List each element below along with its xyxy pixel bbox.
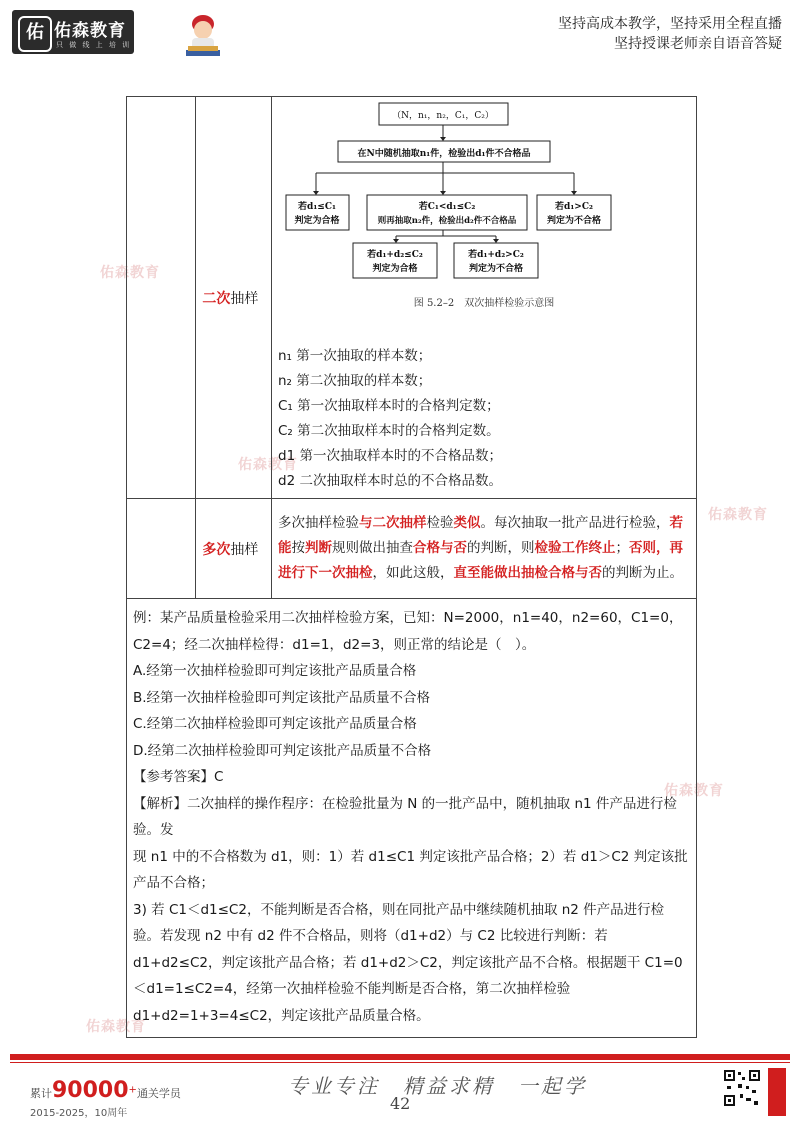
brand-logo	[12, 10, 134, 54]
flow-top-text: （N，n₁，n₂，C₁，C₂）	[392, 111, 494, 121]
slogan	[558, 14, 782, 54]
page-header	[0, 0, 800, 66]
watermark: 佑森教育	[238, 457, 298, 473]
logo-subtitle: 只 做 线 上 培 训	[56, 41, 132, 49]
label-red-part: 多次	[202, 541, 231, 558]
analysis-paragraph: 【解析】二次抽样的操作程序：在检验批量为 N 的一批产品中，随机抽取 n1 件产品进行检验。发	[133, 795, 677, 838]
flow-step1-text: 在N中随机抽取n₁件，检验出d₁件不合格品	[357, 149, 531, 159]
flow-bottom-left-line2: 判定为合格	[372, 264, 418, 274]
option-b: B.经第一次抽样检验即可判定该批产品质量不合格	[133, 689, 431, 706]
definition-line: d1 第一次抽取样本时的不合格品数；	[278, 448, 502, 464]
label-rest-part: 抽样	[230, 541, 259, 558]
option-a: A.经第一次抽样检验即可判定该批产品质量合格	[133, 663, 417, 679]
text-segment: 。每次抽取一批产品进行检验，	[480, 515, 670, 531]
highlight-segment: 若能	[278, 515, 683, 556]
highlight-segment: 判断	[305, 540, 332, 556]
label-red-part: 二次	[202, 290, 231, 307]
highlight-segment: 直至能做出抽检合格与否	[453, 565, 602, 581]
definition-line: C₂ 第二次抽取样本时的合格判定数。	[278, 423, 500, 439]
text-segment: 规则做出抽查	[332, 540, 413, 556]
count-suffix: 通关学员	[136, 1087, 181, 1100]
logo-mark: 佑	[18, 16, 52, 52]
highlight-segment: 检验工作终止	[534, 540, 616, 556]
watermark: 佑森教育	[708, 507, 768, 523]
definition-line: C₁ 第一次抽取样本时的合格判定数；	[278, 398, 500, 414]
question-line: C2=4；经二次抽样检得：d1=1，d2=3，则正常的结论是（ ）。	[133, 636, 536, 653]
footer-divider	[10, 1054, 790, 1060]
count-value: 90000	[52, 1078, 129, 1103]
row-example	[127, 599, 697, 1038]
analysis-paragraph: 3) 若 C1＜d1≤C2，不能判断是否合格，则在同批产品中继续随机抽取 n2 件产品进行检验。若发现 n2 中有 d2 件不合格品，则将（d1+d2）与 C2 比较进行判断：若 d1+d2≤C2，判定该批产品合格；若 d1+d2＞C2，判定该批产品不合格。根据题干 C1=0＜d1=1≤C2=4，经第一次抽样检验不能判断是否合格，第二次抽样检验 d1+d2=1+3=4≤C2，判定该批产品质量合格。	[133, 901, 683, 1024]
text-segment: 按	[291, 540, 305, 556]
reference-answer: 【参考答案】C	[133, 769, 224, 785]
text-segment: 的判断，则	[467, 540, 535, 556]
highlight-segment: 否则，再进行下一次抽检	[278, 540, 683, 581]
text-segment: 的判断为止。	[602, 565, 683, 581]
years-text: 2015-2025，10周年	[30, 1108, 128, 1119]
highlight-segment: 类似	[453, 515, 481, 531]
flow-mid-line2: 则再抽取n₂件，检验出d₂件不合格品	[377, 216, 517, 226]
highlight-segment: 合格与否	[413, 540, 467, 556]
option-d: D.经第二次抽样检验即可判定该批产品质量不合格	[133, 742, 432, 759]
flow-mid-line1: 若C₁<d₁≤C₂	[418, 202, 476, 212]
corner-tab	[768, 1068, 786, 1116]
flow-right-line1: 若d₁>C₂	[555, 202, 593, 212]
flow-right-line2: 判定为不合格	[546, 216, 602, 226]
multi-sampling-content	[272, 499, 697, 599]
analysis-paragraph: 现 n1 中的不合格数为 d1，则：1）若 d1≤C1 判定该批产品合格；2）若 d1＞C2 判定该批产品不合格；	[133, 848, 688, 891]
text-segment: 检验	[426, 515, 454, 531]
highlight-segment: 与二次抽样	[359, 515, 427, 531]
slogan-line-1: 坚持高成本教学，坚持采用全程直播	[558, 16, 782, 32]
student-count	[30, 1078, 181, 1103]
flow-left-line1: 若d₁≤C₁	[298, 202, 336, 212]
label-rest-part: 抽样	[230, 290, 259, 307]
definition-line: d2 二次抽取样本时总的不合格品数。	[278, 473, 502, 489]
count-prefix: 累计	[30, 1087, 52, 1100]
footer-divider-thin	[10, 1062, 790, 1063]
flow-bottom-right-line2: 判定为不合格	[468, 264, 524, 274]
flow-bottom-left-line1: 若d₁+d₂≤C₂	[367, 250, 423, 260]
text-segment: ；	[615, 540, 629, 556]
blank-cell	[127, 499, 196, 599]
definition-line: n₂ 第二次抽取的样本数；	[278, 373, 432, 389]
row-double-sampling	[127, 97, 697, 499]
watermark: 佑森教育	[100, 265, 160, 281]
watermark: 佑森教育	[86, 1019, 146, 1035]
count-plus: +	[128, 1084, 137, 1096]
definition-line: n₁ 第一次抽取的样本数；	[278, 348, 432, 364]
flowchart-caption: 图 5.2–2 双次抽样检验示意图	[413, 298, 555, 309]
row-multi-sampling	[127, 499, 697, 599]
mascot-icon	[178, 10, 228, 60]
content-table	[126, 96, 697, 1038]
flow-bottom-right-line1: 若d₁+d₂>C₂	[468, 250, 524, 260]
text-segment: ，如此这般，	[372, 565, 454, 581]
text-segment: 多次抽样检验	[278, 515, 359, 531]
label-double-sampling	[196, 97, 272, 499]
double-sampling-flowchart	[278, 101, 690, 291]
blank-cell	[127, 97, 196, 499]
slogan-line-2: 坚持授课老师亲自语音答疑	[614, 36, 782, 52]
option-c: C.经第二次抽样检验即可判定该批产品质量合格	[133, 716, 417, 732]
page-number: 42	[390, 1094, 411, 1113]
question-line: 例：某产品质量检验采用二次抽样检验方案，已知：N=2000，n1=40，n2=60，C1=0，	[133, 610, 683, 626]
qr-code-icon	[722, 1068, 762, 1108]
watermark: 佑森教育	[664, 783, 724, 799]
flow-left-line2: 判定为合格	[294, 216, 340, 226]
double-sampling-content	[272, 97, 697, 499]
label-multi-sampling	[196, 499, 272, 599]
logo-name: 佑森教育	[54, 21, 126, 41]
example-content	[127, 599, 697, 1038]
motto-calligraphy: 专业专注 精益求精 一起学	[288, 1074, 587, 1098]
